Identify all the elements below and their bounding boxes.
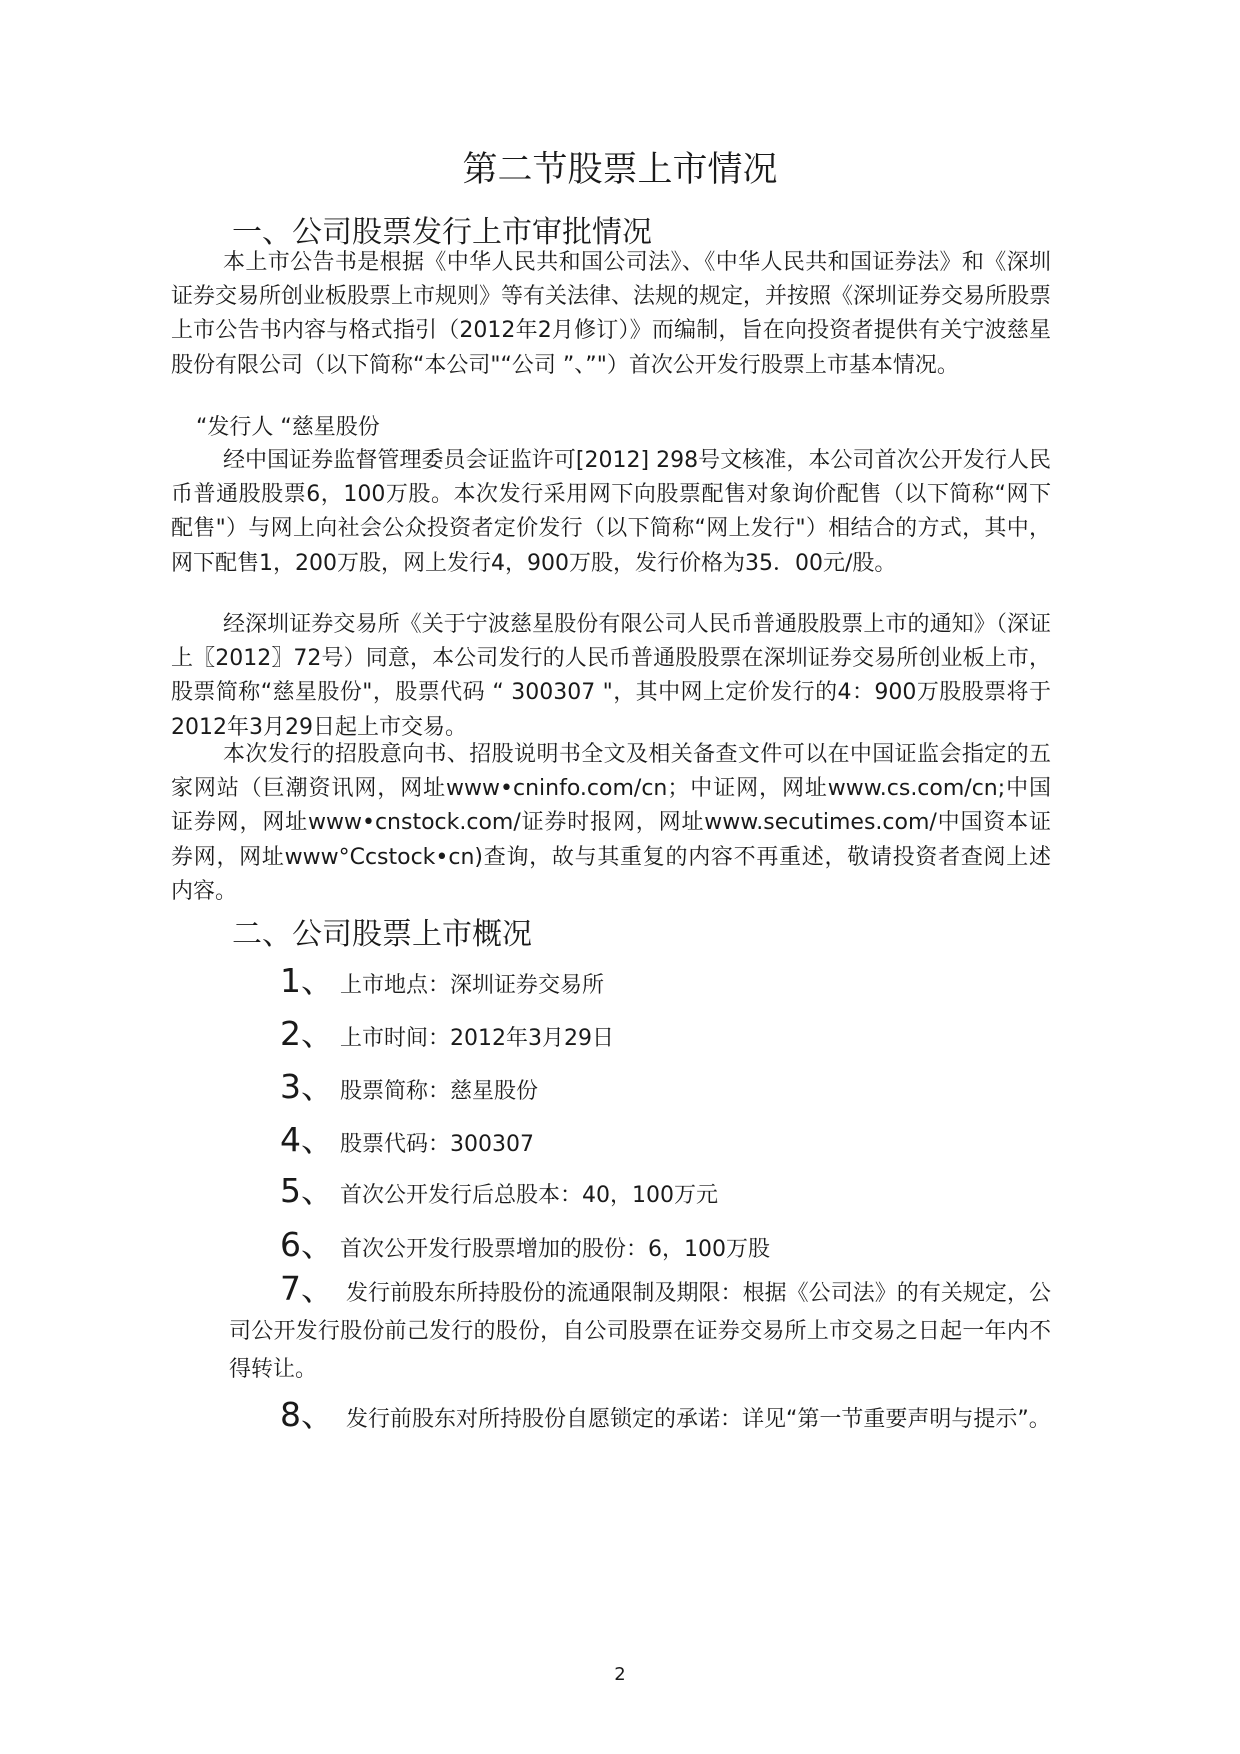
list-text: 首次公开发行股票增加的股份：6，100万股	[340, 1237, 770, 1262]
list-item	[280, 1008, 614, 1055]
list-text: 股票简称：慈星股份	[340, 1079, 539, 1104]
list-item	[280, 1165, 718, 1212]
list-number: 1、	[280, 961, 334, 1000]
list-text: 上市地点：深圳证券交易所	[340, 973, 605, 998]
list-number: 3、	[280, 1067, 334, 1106]
list-item-long	[229, 1270, 1051, 1389]
paragraph-intro: 本上市公告书是根据《中华人民共和国公司法》、《中华人民共和国证券法》和《深圳证券交易所创业板股票上市规则》等有关法律、法规的规定，并按照《深圳证券交易所股票上市公告书内容与格式指引（2012年2月修订）》而编制，旨在向投资者提供有关宁波慈星股份有限公司（以下简称“本公司"“公司 ”、”"）首次公开发行股票上市基本情况。	[171, 250, 1052, 378]
list-text: 发行前股东对所持股份自愿锁定的承诺：详见“第一节重要声明与提示”。	[346, 1407, 1051, 1432]
list-number: 5、	[280, 1171, 334, 1210]
page-title: 第二节股票上市情况	[462, 150, 778, 190]
list-item	[280, 1061, 538, 1108]
list-text: 股票代码：300307	[340, 1132, 534, 1157]
list-item-long	[229, 1396, 1051, 1439]
list-number: 6、	[280, 1225, 334, 1264]
paragraph-issuer-alias: “发行人 “慈星股份	[196, 415, 380, 440]
paragraph-listing-notice: 经深圳证券交易所《关于宁波慈星股份有限公司人民币普通股股票上市的通知》（深证上〖2012〗72号）同意，本公司发行的人民币普通股股票在深圳证券交易所创业板上市，股票简称“慈星股份"，股票代码 “ 300307 "，其中网上定价发行的4：900万股股票将于2012年3月29日起上市交易。	[171, 612, 1051, 740]
list-item	[280, 1114, 534, 1161]
list-number: 8、	[280, 1395, 334, 1434]
paragraph-approval: 经中国证券监督管理委员会证监许可[2012] 298号文核准，本公司首次公开发行人民币普通股股票6，100万股。本次发行采用网下向股票配售对象询价配售（以下简称“网下配售"）与网上向社会公众投资者定价发行（以下简称“网上发行"）相结合的方式，其中，网下配售1，200万股，网上发行4，900万股，发行价格为35．00元/股。	[171, 448, 1051, 576]
list-item	[280, 1219, 770, 1266]
section-heading-2: 二、公司股票上市概况	[232, 917, 532, 952]
list-number: 7、	[280, 1269, 334, 1308]
section-heading-1: 一、公司股票发行上市审批情况	[232, 215, 652, 250]
list-item	[280, 955, 604, 1002]
list-text: 上市时间：2012年3月29日	[340, 1026, 614, 1051]
page-number: 2	[614, 1664, 626, 1685]
list-text: 发行前股东所持股份的流通限制及期限：根据《公司法》的有关规定，公司公开发行股份前己发行的股份，自公司股票在证券交易所上市交易之日起一年内不得转让。	[229, 1281, 1051, 1382]
list-text: 首次公开发行后总股本：40，100万元	[340, 1183, 718, 1208]
list-number: 2、	[280, 1014, 334, 1053]
paragraph-websites: 本次发行的招股意向书、招股说明书全文及相关备查文件可以在中国证监会指定的五家网站（巨潮资讯网，网址www•cninfo.com/cn；中证网，网址www.cs.com/cn;中国证券网，网址www•cnstock.com/证券时报网，网址www.secutimes.com/中国资本证券网，网址www°Ccstock•cn)查询，故与其重复的内容不再重述，敬请投资者查阅上述内容。	[171, 742, 1051, 904]
list-number: 4、	[280, 1120, 334, 1159]
